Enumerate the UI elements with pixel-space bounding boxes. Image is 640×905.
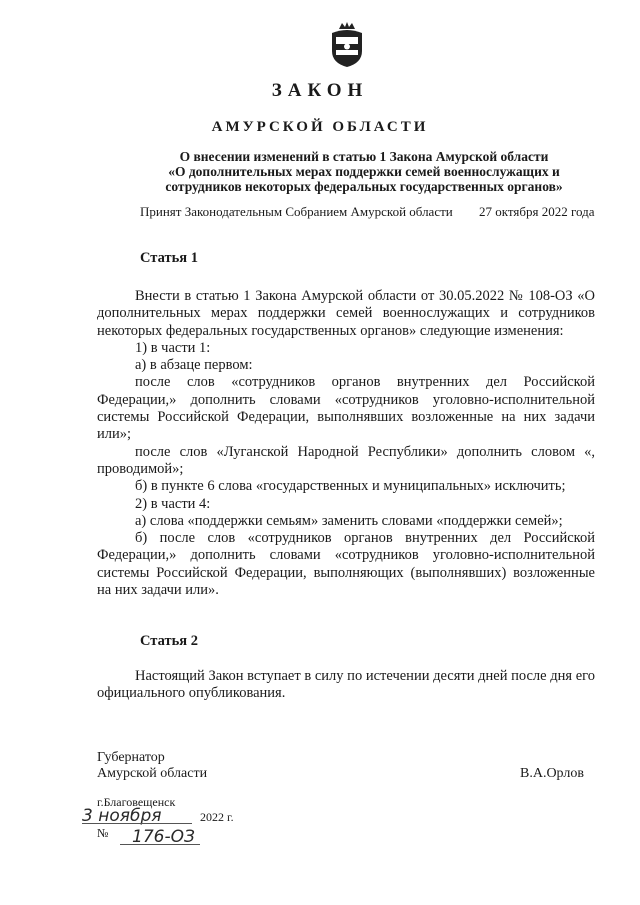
number-label: №	[97, 826, 109, 840]
article-1-body	[97, 288, 595, 599]
law-title: ЗАКОН	[271, 80, 369, 101]
article-1-heading: Статья 1	[140, 250, 198, 266]
coat-of-arms-emblem	[326, 20, 368, 68]
amur-region-coat-of-arms-icon	[326, 20, 368, 68]
law-subject	[100, 149, 628, 194]
article-1-paragraph: б) после слов «сотрудников органов внутренних дел Российской Федерации,» дополнить словами «сотрудников уголовно-исполнительной системы Российской Федерации, выполняющих (выполнявших) возложенные на них задачи или».	[97, 530, 595, 599]
article-1-paragraph: после слов «Луганской Народной Республики» дополнить словом «, проводимой»;	[97, 443, 595, 477]
article-1-paragraph: 1) в части 1:	[135, 339, 211, 356]
subject-line-3: сотрудников некоторых федеральных государственных органов»	[165, 179, 563, 194]
handwritten-date: 3 ноября	[82, 806, 162, 826]
number-underline	[120, 844, 200, 845]
signatory-title-line-1: Губернатор	[97, 750, 165, 765]
article-1-paragraph: б) в пункте 6 слова «государственных и муниципальных» исключить;	[135, 478, 566, 495]
subject-line-1: О внесении изменений в статью 1 Закона Амурской области	[179, 149, 549, 164]
article-1-paragraph: а) слова «поддержки семьям» заменить словами «поддержки семей»;	[135, 512, 563, 529]
subject-line-2: «О дополнительных мерах поддержки семей военнослужащих и	[168, 164, 560, 179]
city: г.Благовещенск	[97, 795, 176, 809]
article-1-paragraph: Внести в статью 1 Закона Амурской области от 30.05.2022 № 108-ОЗ «О дополнительных мерах поддержки семей военнослужащих и сотрудников некоторых федеральных государственных органов» следующие изменения:	[97, 288, 595, 339]
article-1-paragraph: 2) в части 4:	[135, 495, 211, 512]
article-2-paragraph: Настоящий Закон вступает в силу по истечении десяти дней после дня его официального опубликования.	[97, 668, 595, 702]
article-1-paragraph: после слов «сотрудников органов внутренних дел Российской Федерации,» дополнить словами «сотрудников уголовно-исполнительной системы Российской Федерации, выполнявших возложенные на них задачи или»;	[97, 374, 595, 443]
year: 2022 г.	[200, 810, 234, 824]
signatory-name: В.А.Орлов	[520, 766, 584, 781]
adopted-date: 27 октября 2022 года	[479, 204, 595, 219]
article-2-heading: Статья 2	[140, 633, 198, 649]
signatory-title-line-2: Амурской области	[97, 766, 208, 781]
article-1-paragraph: а) в абзаце первом:	[135, 357, 253, 374]
handwritten-law-number: 176-ОЗ	[132, 827, 195, 847]
date-underline	[82, 823, 192, 824]
article-2-body	[97, 668, 595, 703]
signatory-title	[97, 750, 207, 782]
region-title: АМУРСКОЙ ОБЛАСТИ	[211, 119, 429, 135]
adopted-by: Принят Законодательным Собранием Амурской области	[140, 204, 453, 219]
